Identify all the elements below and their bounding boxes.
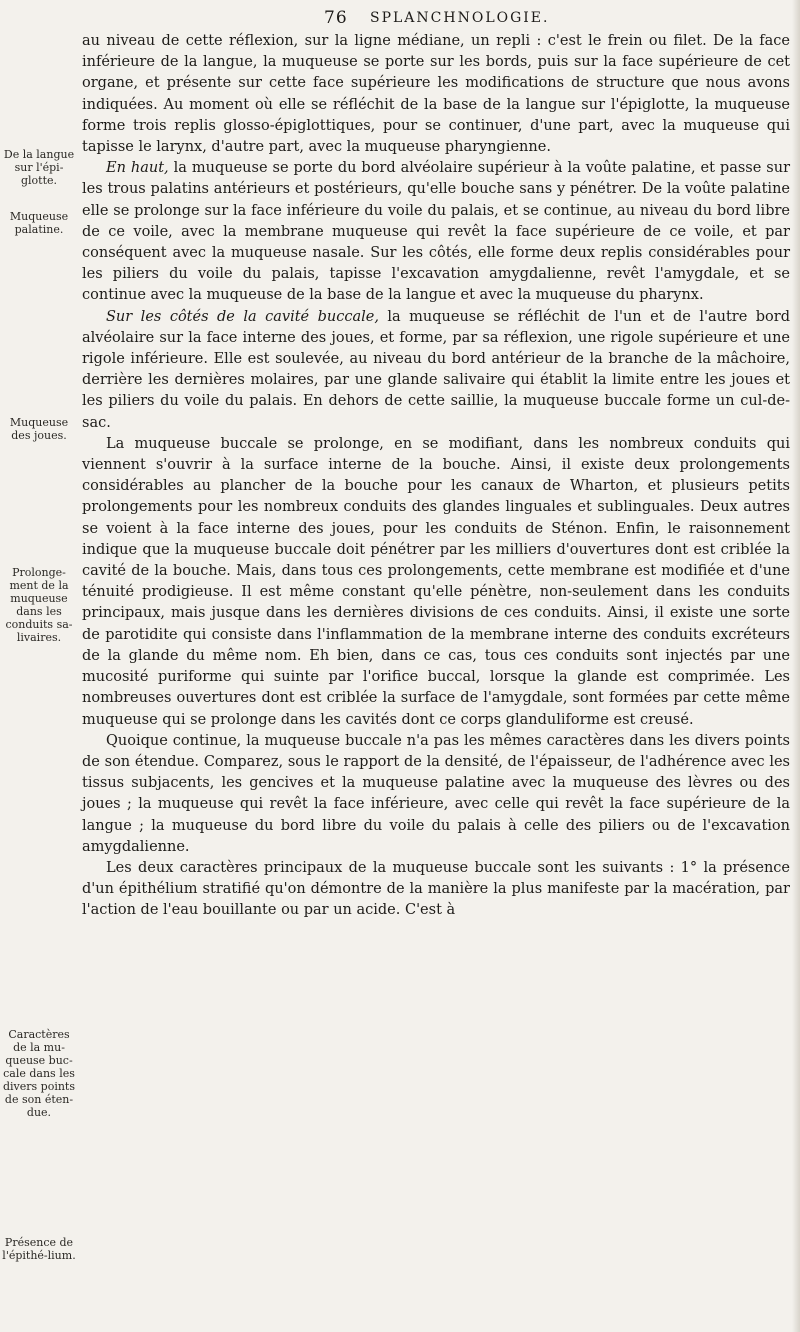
margin-note-palatine: Muqueuse palatine. bbox=[9, 210, 69, 236]
body-text bbox=[82, 31, 790, 922]
paragraph-lead: En haut, bbox=[106, 160, 169, 177]
margin-note-epithelium: Présence de l'épithé-lium. bbox=[2, 1236, 76, 1262]
margin-note-conduits: Prolonge-ment de la muqueuse dans les conduits sa-livaires. bbox=[5, 566, 73, 644]
margin-note-epiglotte: De la langue sur l'épi-glotte. bbox=[3, 148, 75, 187]
paragraph: Sur les côtés de la cavité buccale, la muqueuse se réfléchit de l'un et de l'autre bord alvéolaire sur la face interne des joues, et forme, par sa réflexion, une rigole supérieure et une rigole inférieure. Elle est soulevée, au niveau du bord antérieur de la branche de la mâchoire, derrière les dernières molaires, par une glande salivaire qui établit la limite entre les joues et les piliers du voile du palais. En dehors de cette saillie, la muqueuse buccale forme un cul-de-sac. bbox=[82, 308, 790, 431]
page-edge-shadow bbox=[792, 0, 800, 1332]
page-number: 76 bbox=[324, 8, 348, 28]
paragraph: au niveau de cette réflexion, sur la ligne médiane, un repli : c'est le frein ou filet. De la face inférieure de la langue, la muqueuse se porte sur les bords, puis sur la face supérieure de cet organe, et présente sur cette face supérieure les modifications de structure que nous avons indiquées. Au moment où elle se réfléchit de la base de la langue sur l'épiglotte, la muqueuse forme trois replis glosso-épiglottiques, pour se continuer, d'une part, avec la muqueuse qui tapisse le larynx, d'autre part, avec la muqueuse pharyngienne. bbox=[82, 33, 790, 156]
paragraph-lead: Sur les côtés de la cavité buccale, bbox=[106, 308, 379, 325]
margin-note-joues: Muqueuse des joues. bbox=[9, 416, 69, 442]
paragraph: Quoique continue, la muqueuse buccale n'a pas les mêmes caractères dans les divers points de son étendue. Comparez, sous le rapport de la densité, de l'épaisseur, de l'adhérence avec les tissus subjacents, les gencives et la muqueuse palatine avec la muqueuse des lèvres ou des joues ; la muqueuse qui revêt la face inférieure, avec celle qui revêt la face supérieure de la langue ; la muqueuse du bord libre du voile du palais à celle des piliers ou de l'excavation amygdalienne. bbox=[82, 732, 790, 855]
margin-note-caracteres: Caractères de la mu-queuse buc-cale dans les divers points de son éten-due. bbox=[2, 1028, 75, 1119]
paragraph: Les deux caractères principaux de la muqueuse buccale sont les suivants : 1° la présence d'un épithélium stratifié qu'on démontre de la manière la plus manifeste par la macération, par l'action de l'eau bouillante ou par un acide. C'est à bbox=[82, 859, 790, 919]
paragraph: La muqueuse buccale se prolonge, en se modifiant, dans les nombreux conduits qui viennent s'ouvrir à la surface interne de la bouche. Ainsi, il existe deux prolongements considérables au plancher de la bouche pour les canaux de Wharton, et plusieurs petits prolongements pour les nombreux conduits des glandes linguales et sublinguales. Deux autres se voient à la face interne des joues, pour les conduits de Sténon. Enfin, le raisonnement indique que la muqueuse buccale doit pénétrer par les milliers d'ouvertures dont est criblée la cavité de la bouche. Mais, dans tous ces prolongements, cette membrane est modifiée et d'une ténuité prodigieuse. Il est même constant qu'elle pénètre, non-seulement dans les conduits principaux, mais jusque dans les dernières divisions de ces conduits. Ainsi, il existe une sorte de parotidite qui consiste dans l'inflammation de la membrane interne des conduits excréteurs de la glande du même nom. Eh bien, dans ce cas, tous ces conduits sont injectés par une mucosité puriforme qui suinte par l'orifice buccal, lorsque la glande est comprimée. Les nombreuses ouvertures dont est criblée la surface de l'amygdale, sont formées par cette même muqueuse qui se prolonge dans les cavités dont ce corps glanduliforme est creusé. bbox=[82, 435, 790, 728]
page-header bbox=[0, 6, 800, 32]
running-title: SPLANCHNOLOGIE. bbox=[370, 10, 550, 26]
paragraph: En haut, la muqueuse se porte du bord alvéolaire supérieur à la voûte palatine, et passe sur les trous palatins antérieurs et postérieurs, qu'elle bouche sans y pénétrer. De la voûte palatine elle se prolonge sur la face inférieure du voile du palais, et se continue, au niveau du bord libre de ce voile, avec la membrane muqueuse qui revêt la face supérieure de ce voile, et par conséquent avec la muqueuse nasale. Sur les côtés, elle forme deux replis considérables pour les piliers du voile du palais, tapisse l'excavation amygdalienne, revêt l'amygdale, et se continue avec la muqueuse de la base de la langue et avec la muqueuse du pharynx. bbox=[82, 160, 790, 304]
